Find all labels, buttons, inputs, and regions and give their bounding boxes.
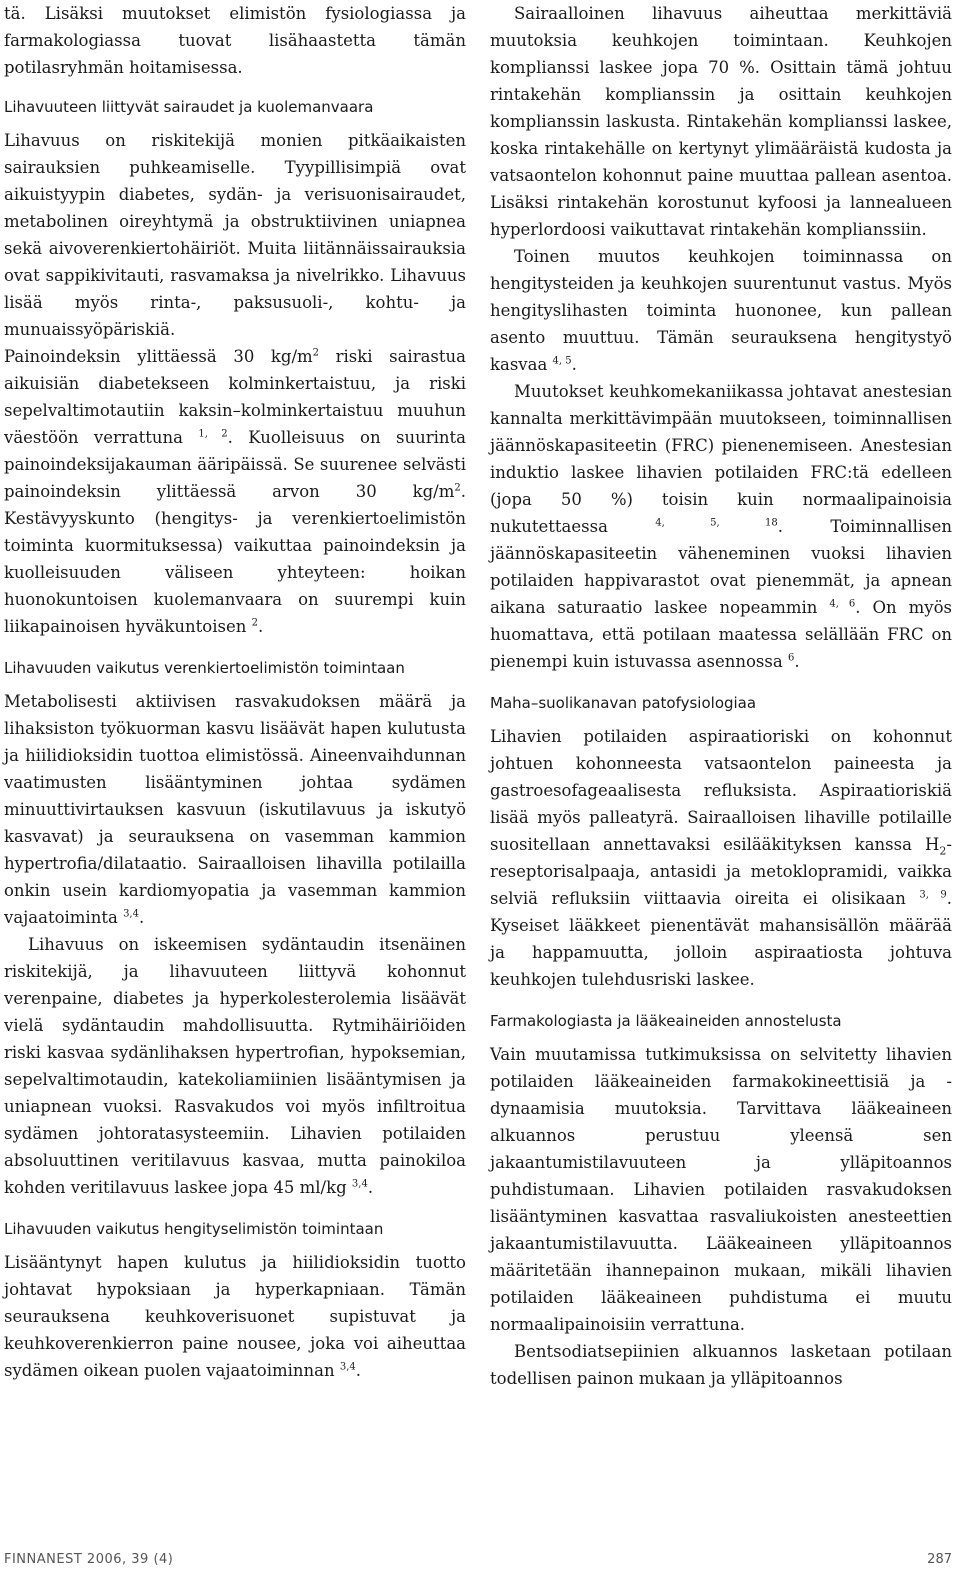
subscript: 2 xyxy=(939,844,947,858)
superscript: 2 xyxy=(312,347,320,359)
text-run: Toinen muutos keuhkojen toiminnassa on hengitysteiden ja keuhkojen suurentunut vastus. Myös hengityslihasten toiminta huononee, kun pallean asento muuttuu. Tämän seurauksena hengitystyö kasvaa xyxy=(490,247,952,374)
text-run: . Kestävyyskunto (hengitys- ja verenkiertoelimistön toiminta kuormituksessa) vaikuttaa painoindeksin ja kuolleisuuden väliseen yhteyteen: hoikan huonokuntoisen kuolemanvaara on suurempi kuin liikapainoisen hyväkuntoisen xyxy=(4,482,466,636)
paragraph-diseases-lead: Lihavuus on riskitekijä monien pitkäaikaisten sairauksien puhkeamiselle. xyxy=(4,131,466,177)
section-heading-respiration: Lihavuuden vaikutus hengityselimistön toimintaan xyxy=(4,1220,384,1238)
reference-marker: 3,4 xyxy=(123,908,139,920)
paragraph-benzodiazepines: Bentsodiatsepiinien alkuannos lasketaan potilaan todellisen painon mukaan ja ylläpitoannos xyxy=(490,1342,952,1388)
text-run: . Kyseiset lääkkeet pienentävät mahansisällön määrää ja happamuutta, jolloin aspiraatiosta johtuva keuhkojen tulehdusriski laskee. xyxy=(490,889,952,989)
text-run: -reseptorisalpaaja, antasidi ja metoklopramidi, vaikka selviä refluksiin viittaavia oireita ei olisikaan xyxy=(490,835,952,908)
text-run: . On myös huomattava, että potilaan maatessa selällään FRC on pienempi kuin istuvassa asennossa xyxy=(490,598,952,671)
text-run: . Kuolleisuus on suurinta painoindeksijakauman ääripäissä. Se suurenee selvästi painoindeksin ylittäessä arvon 30 kg/m xyxy=(4,428,466,501)
reference-marker: 4, 5 xyxy=(552,355,572,367)
text-run: . Toiminnallisen jäännöskapasiteetin väheneminen vuoksi lihavien potilaiden happivarastot ovat pienemmät, ja apnean aikana saturaatio laskee nopeammin xyxy=(490,517,952,617)
reference-marker: 4, 6 xyxy=(829,598,856,610)
right-column xyxy=(490,0,952,1392)
superscript: 2 xyxy=(454,482,461,494)
text-run: . xyxy=(355,1361,362,1380)
text-run: . xyxy=(367,1178,374,1197)
reference-marker: 4, 5, 18 xyxy=(655,517,778,529)
text-run: . xyxy=(138,908,145,927)
paragraph-pharmacology: Vain muutamissa tutkimuksissa on selvitetty lihavien potilaiden lääkeaineiden farmakokineettisiä ja -dynaamisia muutoksia. Tarvittava lääkeaineen alkuannos perustuu yleensä sen jakaantumistilavuuteen ja ylläpitoannos puhdistumaan. Lihavien potilaiden rasvakudoksen lisääntyminen kasvattaa rasvaliukoisten anesteettien jakaantumistilavuutta. Lääkeaineen ylläpitoannos määritetään ihannepainon mukaan, mikäli lihavien potilaiden lääkeaineen puhdistuma ei muutu normaalipainoisiin verrattuna. xyxy=(490,1045,952,1334)
paragraph-gastro xyxy=(490,723,952,993)
paragraph-respiration xyxy=(4,1249,466,1384)
reference-marker: 3, 9 xyxy=(919,889,947,901)
paragraph-frc xyxy=(490,378,952,675)
text-run: Metabolisesti aktiivisen rasvakudoksen määrä ja lihaksiston työkuorman kasvu lisäävät hapen kulutusta ja hiilidioksidin tuottoa elimistössä. Aineenvaihdunnan vaatimusten lisääntyminen johtaa sydämen minuuttivirtauksen kasvuun (iskutilavuus ja iskutyö kasvavat) ja seurauksena on vasemman kammion hypertrofia/dilataatio. Sairaalloisen lihavilla potilailla onkin usein kardiomyopatia ja vasemman kammion vajaatoiminta xyxy=(4,692,466,927)
text-run: . xyxy=(794,652,800,671)
paragraph-diseases-body: Tyypillisimpiä ovat aikuistyypin diabetes, sydän- ja verisuonisairaudet, metabolinen oireyhtymä ja obstruktiivinen uniapnea sekä aivoverenkiertohäiriöt. Muita liitännäissairauksia ovat sappikivitauti, rasvamaksa ja nivelrikko. Lihavuus lisää myös rinta-, paksusuoli-, kohtu- ja munuaissyöpäriskiä. xyxy=(4,158,467,339)
reference-marker: 1, 2 xyxy=(198,428,228,440)
reference-marker: 2 xyxy=(251,617,258,629)
text-run: Muutokset keuhkomekaniikassa johtavat anestesian kannalta merkittävimpään muutokseen, toiminnallisen jäännöskapasiteetin (FRC) pienenemiseen. Anestesian induktio laskee lihavien potilaiden FRC:tä edelleen (jopa 50 %) toisin kuin normaalipainoisia nukutettaessa xyxy=(490,382,952,536)
paragraph-intro-continued: tä. Lisäksi muutokset elimistön fysiologiassa ja farmakologiassa tuovat lisähaastetta tämän potilasryhmän hoitamisessa. xyxy=(4,4,466,77)
text-run: . xyxy=(571,355,577,374)
text-run: Lihavien potilaiden aspiraatioriski on kohonnut johtuen kohonneesta vatsaontelon paineesta ja gastroesofageaalisesta refluksista. Aspiraatioriskiä lisää myös palleatyrä. Sairaalloisen lihaville potilaille suositellaan annettavaksi esilääkityksen kanssa H xyxy=(490,727,952,854)
text-run: . xyxy=(257,617,264,636)
text-run: Painoindeksin ylittäessä 30 kg/m xyxy=(4,347,313,366)
text-run: Lihavuus on iskeemisen sydäntaudin itsenäinen riskitekijä, ja lihavuuteen liittyvä kohonnut verenpaine, diabetes ja hyperkolesterolemia lisäävät vielä sydäntaudin mahdollisuutta. Rytmihäiriöiden riski kasvaa sydänlihaksen hypertrofian, hypoksemian, sepelvaltimotaudin, katekoliamiinien lisääntymisen ja uniapnean vuoksi. Rasvakudos voi myös infiltroitua sydämen johtoratasysteemiin. Lihavien potilaiden absoluuttinen veritilavuus kasvaa, mutta painokiloa kohden veritilavuus laskee jopa 45 ml/kg xyxy=(4,935,466,1197)
text-run: riski sairastua aikuisiän diabetekseen kolminkertaistuu, ja riski sepelvaltimotautiin kaksin–kolminkertaistuu muuhun väestöön verrattuna xyxy=(4,347,466,447)
reference-marker: 3,4 xyxy=(339,1361,356,1373)
left-column xyxy=(4,0,466,1384)
section-heading-pharmacology: Farmakologiasta ja lääkeaineiden annostelusta xyxy=(490,1012,842,1030)
paragraph-diseases xyxy=(4,127,466,343)
paragraph-bmi-risk xyxy=(4,343,466,640)
paragraph-ischemic xyxy=(4,931,466,1201)
section-heading-gastro: Maha–suolikanavan patofysiologiaa xyxy=(490,694,757,712)
section-heading-diseases: Lihavuuteen liittyvät sairaudet ja kuolemanvaara xyxy=(4,98,374,116)
reference-marker: 6 xyxy=(787,652,795,664)
paragraph-circulation xyxy=(4,688,466,931)
paragraph-compliance: Sairaalloinen lihavuus aiheuttaa merkittäviä muutoksia keuhkojen toimintaan. Keuhkojen komplianssi laskee jopa 70 %. Osittain tämä johtuu rintakehän komplianssin ja osittain keuhkojen komplianssin laskusta. Rintakehän komplianssi laskee, koska rintakehälle on kertynyt ylimääräistä kudosta ja vatsaontelon kohonnut paine muuttaa pallean asentoa. Lisäksi rintakehän korostunut kyfoosi ja lannealueen hyperlordoosi vaikuttavat rintakehän komplianssiin. xyxy=(490,4,952,239)
text-run: Lisääntynyt hapen kulutus ja hiilidioksidin tuotto johtavat hypoksiaan ja hyperkapniaan. Tämän seurauksena keuhkoverisuonet supistuvat ja keuhkoverenkierron paine nousee, joka voi aiheuttaa sydämen oikean puolen vajaatoiminnan xyxy=(4,1253,466,1380)
journal-footer: FINNANEST 2006, 39 (4) xyxy=(4,1552,174,1567)
reference-marker: 3,4 xyxy=(351,1178,368,1190)
paragraph-airway-resistance xyxy=(490,243,952,378)
section-heading-circulation: Lihavuuden vaikutus verenkiertoelimistön toimintaan xyxy=(4,659,405,677)
page-number: 287 xyxy=(927,1552,952,1567)
